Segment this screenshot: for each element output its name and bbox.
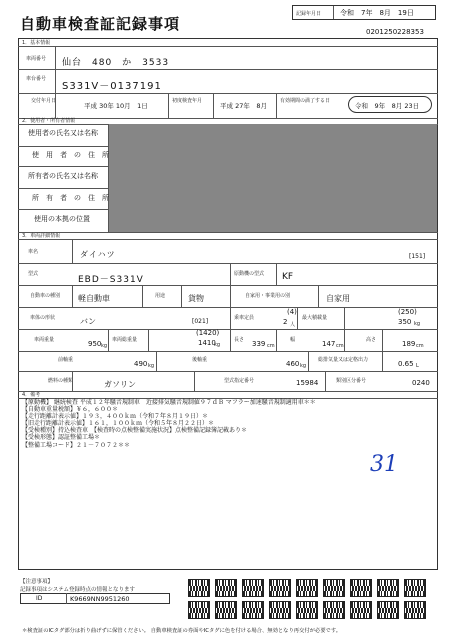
chassis-number-label: 車台番号 [26, 76, 47, 82]
fuel-label: 燃料の種類 [48, 378, 74, 384]
vehicle-kind: 軽自動車 [78, 294, 110, 303]
expiry-date: 令和 9年 8月 23日 [355, 102, 420, 110]
body-shape: バン [80, 317, 96, 326]
issue-date: 平成 30年 10月 1日 [84, 102, 148, 110]
section-owner-header: 2．使用者・所有者情報 [22, 118, 76, 124]
height-unit: cm [416, 343, 424, 349]
reg-number-label: 車両番号 [26, 56, 47, 62]
capacity: 2 [283, 318, 288, 326]
purpose: 自家用 [326, 294, 350, 303]
document-number: 0201250228353 [366, 28, 424, 36]
rear-axle: 460 [286, 360, 300, 368]
vehicle-weight: 950 [88, 340, 102, 348]
remark-line: 【原動機】 継続検査 平成１２年騒音規制車 近接排気騒音規制値９７ｄＢ マフラー加速騒音規制適用車＊＊ [22, 399, 316, 406]
maker-code: [151] [409, 253, 426, 260]
weight-unit: kg [101, 343, 108, 349]
rear-axle-unit: kg [300, 363, 307, 369]
shape-label: 車体の形状 [30, 315, 56, 321]
qr-code-icon [242, 601, 264, 619]
base-location-label: 使用の本拠の位置 [34, 215, 90, 223]
max-load-unit: kg [414, 321, 421, 327]
kind-label: 自動車の種別 [30, 293, 61, 299]
qr-code-icon [350, 601, 372, 619]
length-unit: cm [267, 343, 275, 349]
qr-code-icon [242, 579, 264, 597]
displacement: 0.65 [398, 360, 414, 368]
remark-line: 【受検種別】持込検査車 【検査時の点検整備実施状況】点検整備記録簿記載あり＊ [22, 427, 248, 435]
capacity-top: (4) [287, 308, 297, 316]
qr-code-icon [404, 579, 426, 597]
section-remarks-header: 4．備考 [22, 392, 41, 398]
print-date-label: 記録年月日 [296, 11, 322, 17]
notice-header: 【注意事項】 [20, 579, 54, 585]
user-name-label: 使用者の氏名又は名称 [28, 129, 98, 137]
qr-code-icon [269, 579, 291, 597]
qr-code-icon [377, 601, 399, 619]
front-axle: 490 [134, 360, 148, 368]
height-label: 高さ [366, 337, 377, 343]
width-unit: cm [336, 343, 344, 349]
qr-code-icon [323, 601, 345, 619]
vehicle-use: 貨物 [188, 294, 204, 303]
gross-label: 車両総重量 [112, 337, 138, 343]
class-number: 0240 [412, 379, 430, 387]
model-label: 型式 [28, 271, 39, 277]
issue-date-label: 交付年月日 [31, 98, 57, 104]
user-address-label: 使 用 者 の 住 所 [32, 151, 109, 159]
max-load-label: 最大積載量 [302, 315, 328, 321]
qr-code-icon [215, 601, 237, 619]
qr-code-icon [269, 601, 291, 619]
first-reg-date: 平成 27年 8月 [220, 102, 267, 110]
qr-code-icon [296, 579, 318, 597]
chassis-number: S331V－0137191 [62, 81, 162, 92]
remark-line: 【整備工場コード】２１－７０７２＊＊ [22, 441, 131, 449]
purpose-label: 自家用・事業用の別 [245, 293, 291, 299]
front-axle-label: 前軸重 [58, 357, 74, 363]
qr-code-icon [377, 579, 399, 597]
engine-label: 原動機の型式 [234, 271, 265, 277]
id-value: K9669NN9951260 [70, 595, 130, 603]
reg-number: 仙台 480 か 3533 [62, 58, 170, 68]
remark-line: 【自動車重量税額】￥６，６００＊ [22, 406, 119, 414]
max-load: 350 [398, 318, 412, 326]
qr-code-icon [404, 601, 426, 619]
displacement-label: 総排気量又は定格出力 [318, 357, 369, 363]
length: 339 [252, 340, 266, 348]
designation-label: 型式指定番号 [224, 378, 255, 384]
remark-line: 【旧走行距離計表示値】１６１，１００ｋｍ（令和５年８月２２日）＊ [22, 420, 215, 428]
capacity-unit: 人 [290, 322, 296, 328]
remark-line: 【受検形態】認証整備工場＊ [22, 434, 101, 442]
notice-text: 記録事項はシステム登録時点の情報となります [20, 587, 135, 593]
weight-label: 車両重量 [34, 337, 55, 343]
capacity-label: 乗車定員 [234, 315, 255, 321]
qr-code-icon [296, 601, 318, 619]
class-label: 類別区分番号 [336, 378, 367, 384]
front-axle-unit: kg [148, 363, 155, 369]
gross-top: (1420) [196, 329, 220, 337]
engine-model: KF [282, 272, 294, 282]
owner-address-label: 所 有 者 の 住 所 [32, 194, 109, 202]
displacement-unit: L [416, 363, 419, 369]
bottom-note: ＊検査証のICタグ部分は折り曲げずに保管ください。 自動車検査証の券面やICタグに色を付ける場合、無効となり再交付が必要です。 [22, 628, 342, 634]
qr-code-icon [323, 579, 345, 597]
redacted-owner-info [109, 124, 437, 232]
remark-line: 【走行距離計表示値】１９３，４００ｋｍ（令和７年８月１９日）＊ [22, 413, 209, 421]
shape-code: [021] [192, 318, 209, 325]
qr-code-icon [188, 601, 210, 619]
maker-label: 車名 [28, 249, 39, 255]
first-reg-label: 初度検査年月 [172, 98, 203, 104]
document-title: 自動車検査証記録事項 [20, 15, 181, 33]
id-label: ID [36, 595, 43, 602]
section-basic-header: 1．基本情報 [22, 40, 51, 46]
width: 147 [322, 340, 336, 348]
height: 189 [402, 340, 416, 348]
max-load-top: (250) [398, 308, 417, 316]
qr-code-icon [188, 579, 210, 597]
expiry-label: 有効期間の満了する日 [280, 98, 331, 104]
print-date: 令和 7年 8月 19日 [340, 9, 414, 17]
rear-axle-label: 後軸重 [192, 357, 208, 363]
maker: ダイハツ [80, 250, 116, 259]
owner-name-label: 所有者の氏名又は名称 [28, 172, 98, 180]
remarks-list [22, 399, 316, 449]
section-vehicle-header: 3．車両詳細情報 [22, 233, 61, 239]
qr-code-icon [215, 579, 237, 597]
gross-unit: kg [214, 342, 221, 348]
width-label: 幅 [290, 337, 296, 343]
fuel-type: ガソリン [104, 380, 136, 389]
gross-weight: 1410 [198, 339, 216, 347]
designation-number: 15984 [296, 379, 319, 387]
model: EBD－S331V [78, 275, 144, 285]
length-label: 長さ [234, 337, 245, 343]
use-label: 用途 [155, 293, 166, 299]
handwritten-number: 31 [370, 452, 398, 477]
qr-code-icon [350, 579, 372, 597]
